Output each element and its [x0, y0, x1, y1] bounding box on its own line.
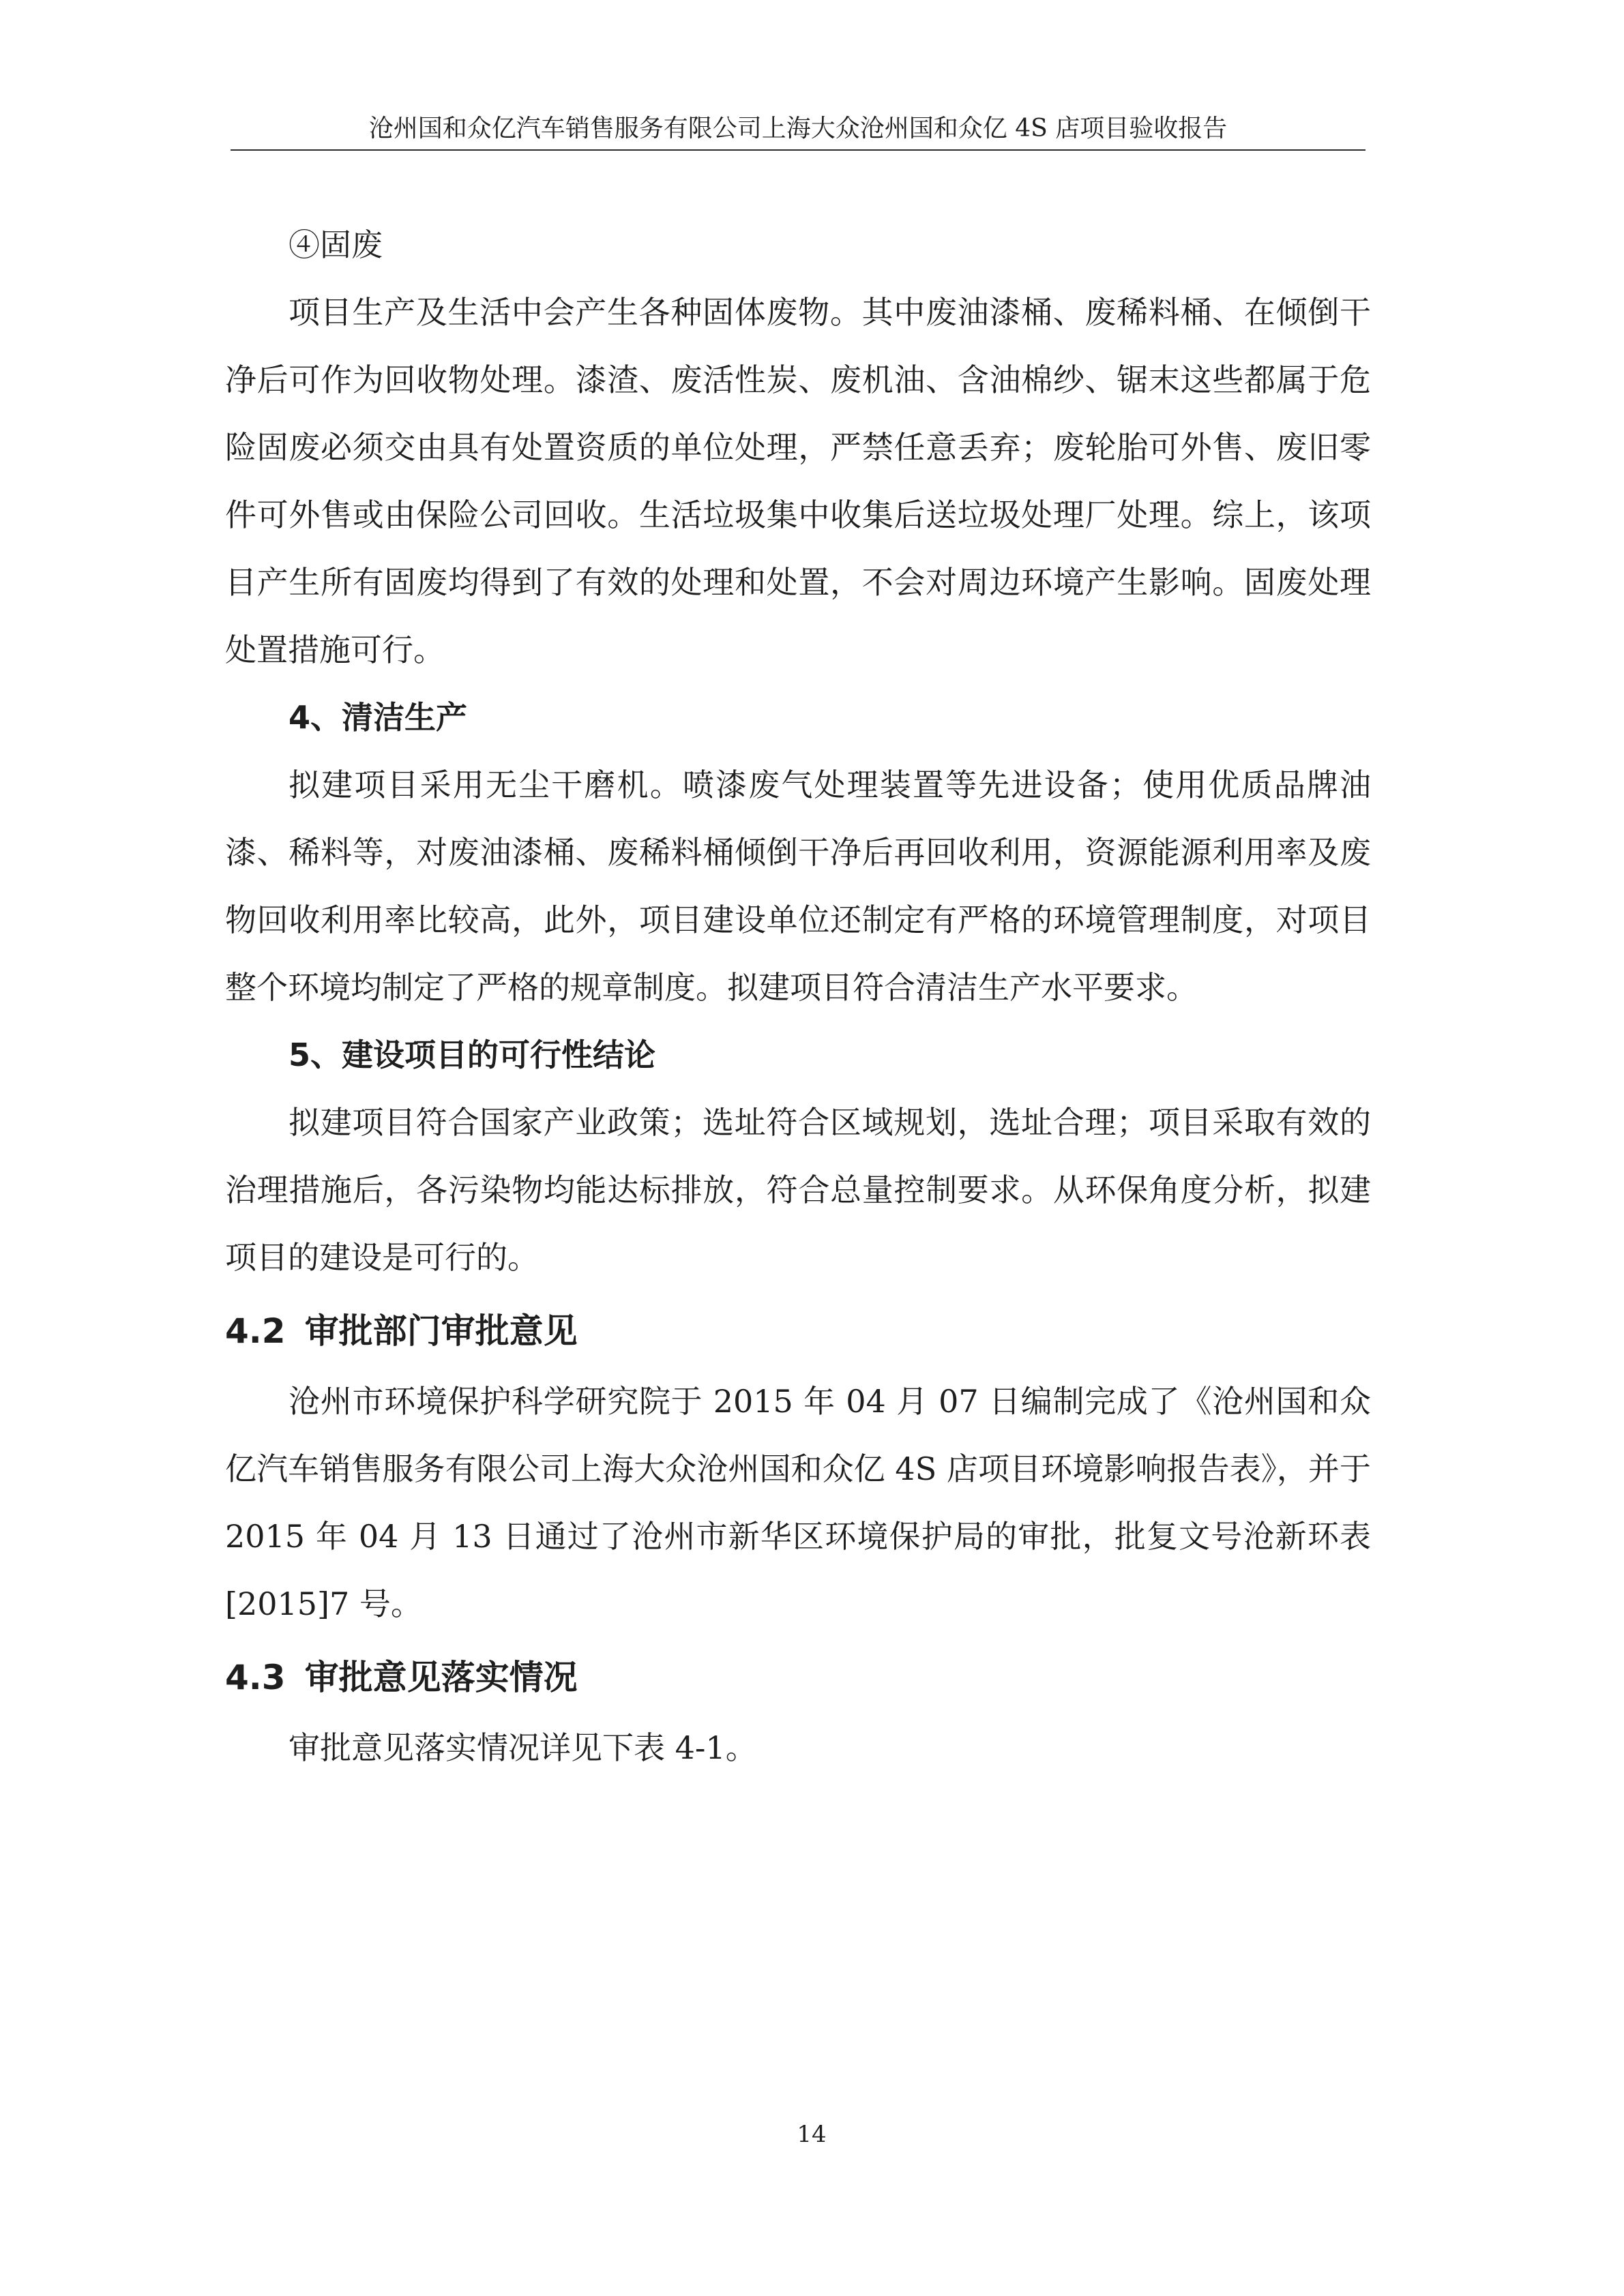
page-content: [225, 211, 1371, 1782]
feasibility-paragraph: 拟建项目符合国家产业政策；选址符合区域规划，选址合理；项目采取有效的治理措施后，各污染物均能达标排放，符合总量控制要求。从环保角度分析，拟建项目的建设是可行的。: [225, 1104, 1371, 1276]
section-4-2-paragraph: 沧州市环境保护科学研究院于 2015 年 04 月 07 日编制完成了《沧州国和众亿汽车销售服务有限公司上海大众沧州国和众亿 4S 店项目环境影响报告表》，并于 2015 年 04 月 13 日通过了沧州市新华区环境保护局的审批，批复文号沧新环表[2015]7 号。: [225, 1383, 1371, 1622]
section-4-3-number: 4.3: [225, 1658, 286, 1697]
section-4-2-number: 4.2: [225, 1311, 286, 1351]
header-rule: [231, 149, 1365, 151]
solid-waste-paragraph: 项目生产及生活中会产生各种固体废物。其中废油漆桶、废稀料桶、在倾倒干净后可作为回收物处理。漆渣、废活性炭、废机油、含油棉纱、锯末这些都属于危险固废必须交由具有处置资质的单位处理，严禁任意丢弃；废轮胎可外售、废旧零件可外售或由保险公司回收。生活垃圾集中收集后送垃圾处理厂处理。综上，该项目产生所有固废均得到了有效的处理和处置，不会对周边环境产生影响。固废处理处置措施可行。: [225, 294, 1371, 668]
section-4-3-title: 审批意见落实情况: [304, 1658, 578, 1697]
clean-production-paragraph: 拟建项目采用无尘干磨机。喷漆废气处理装置等先进设备；使用优质品牌油漆、稀料等，对废油漆桶、废稀料桶倾倒干净后再回收利用，资源能源利用率及废物回收利用率比较高，此外，项目建设单位还制定有严格的环境管理制度，对项目整个环境均制定了严格的规章制度。拟建项目符合清洁生产水平要求。: [225, 766, 1371, 1006]
page-number: 14: [797, 2121, 827, 2148]
solid-waste-label: ④固废: [289, 226, 383, 263]
clean-production-heading: 4、清洁生产: [289, 699, 468, 736]
running-header: 沧州国和众亿汽车销售服务有限公司上海大众沧州国和众亿 4S 店项目验收报告: [368, 115, 1228, 143]
section-4-3-paragraph: 审批意见落实情况详见下表 4-1。: [289, 1729, 757, 1766]
section-4-2-title: 审批部门审批意见: [304, 1311, 578, 1351]
feasibility-heading: 5、建设项目的可行性结论: [289, 1037, 656, 1073]
section-4-2-heading: [225, 1294, 1371, 1368]
section-4-3-heading: [225, 1641, 1371, 1714]
